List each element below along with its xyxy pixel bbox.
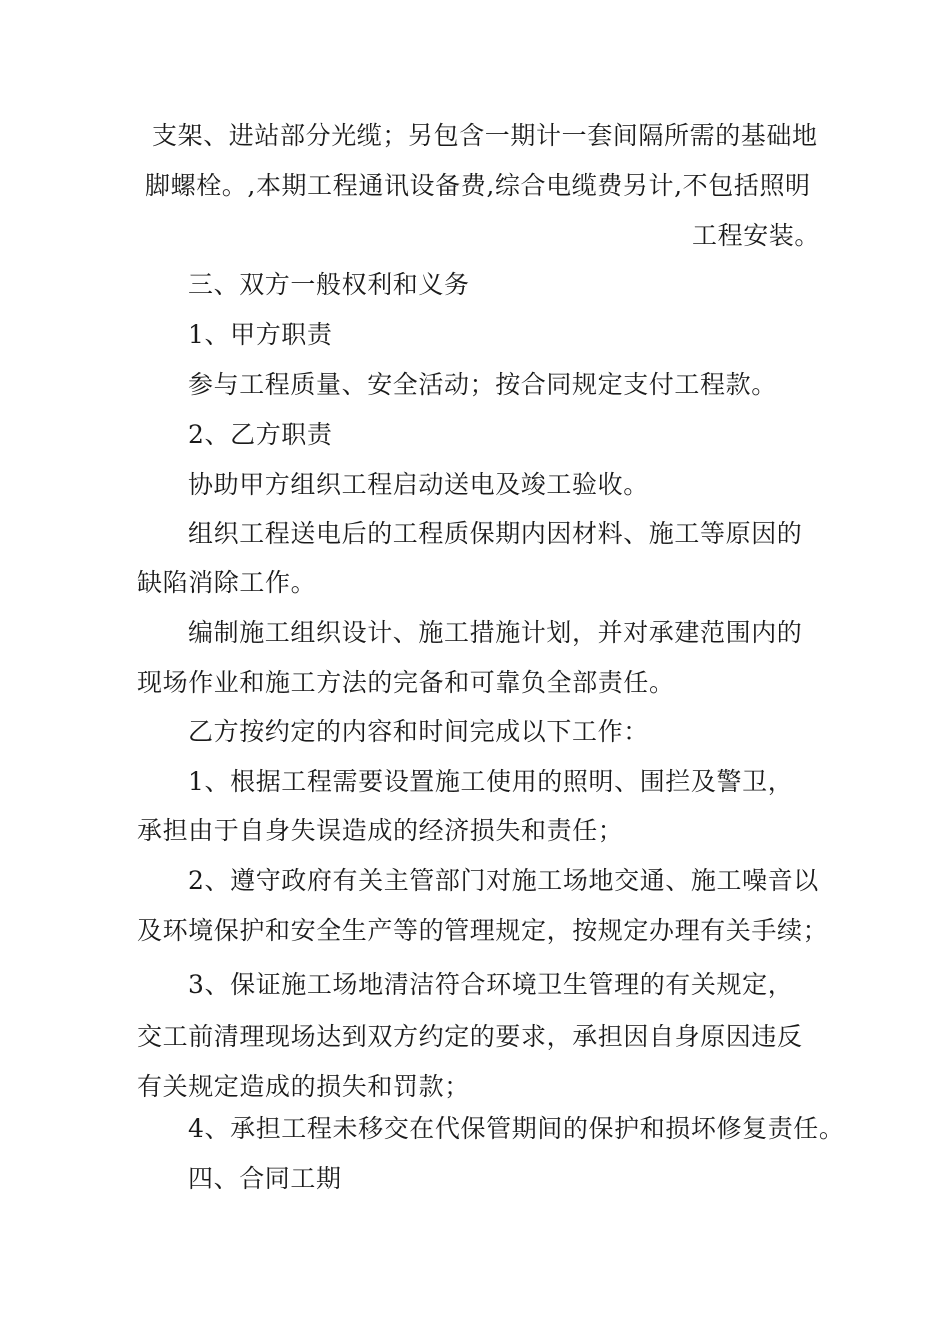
section-heading: 三、双方一般权利和义务	[188, 270, 470, 299]
list-item: 4、承担工程未移交在代保管期间的保护和损坏修复责任。	[188, 1114, 845, 1143]
list-item: 3、保证施工场地清洁符合环境卫生管理的有关规定，	[188, 970, 794, 999]
text-line: 有关规定造成的损失和罚款；	[137, 1072, 470, 1101]
text-line: 工程安装。	[692, 221, 821, 250]
text-line: 及环境保护和安全生产等的管理规定，按规定办理有关手续；	[137, 916, 829, 945]
text-line: 现场作业和施工方法的完备和可靠负全部责任。	[137, 668, 675, 697]
text-line: 编制施工组织设计、施工措施计划，并对承建范围内的	[188, 618, 803, 647]
text-line: 协助甲方组织工程启动送电及竣工验收。	[188, 470, 649, 499]
text-line: 参与工程质量、安全活动；按合同规定支付工程款。	[188, 370, 777, 399]
subsection-heading: 1、甲方职责	[188, 320, 333, 349]
subsection-heading: 2、乙方职责	[188, 420, 333, 449]
section-heading: 四、合同工期	[188, 1164, 342, 1193]
list-item: 2、遵守政府有关主管部门对施工场地交通、施工噪音以	[188, 866, 819, 895]
text-line: 缺陷消除工作。	[137, 568, 317, 597]
text-line: 承担由于自身失误造成的经济损失和责任；	[137, 816, 624, 845]
list-item: 1、根据工程需要设置施工使用的照明、围拦及警卫，	[188, 767, 794, 796]
text-line: 组织工程送电后的工程质保期内因材料、施工等原因的	[188, 519, 803, 548]
text-line: 交工前清理现场达到双方约定的要求，承担因自身原因违反	[137, 1022, 803, 1051]
text-line: 支架、进站部分光缆；另包含一期计一套间隔所需的基础地	[152, 121, 818, 150]
text-line: 乙方按约定的内容和时间完成以下工作：	[188, 717, 649, 746]
text-line: 脚螺栓。,本期工程通讯设备费,综合电缆费另计,不包括照明	[145, 171, 811, 200]
